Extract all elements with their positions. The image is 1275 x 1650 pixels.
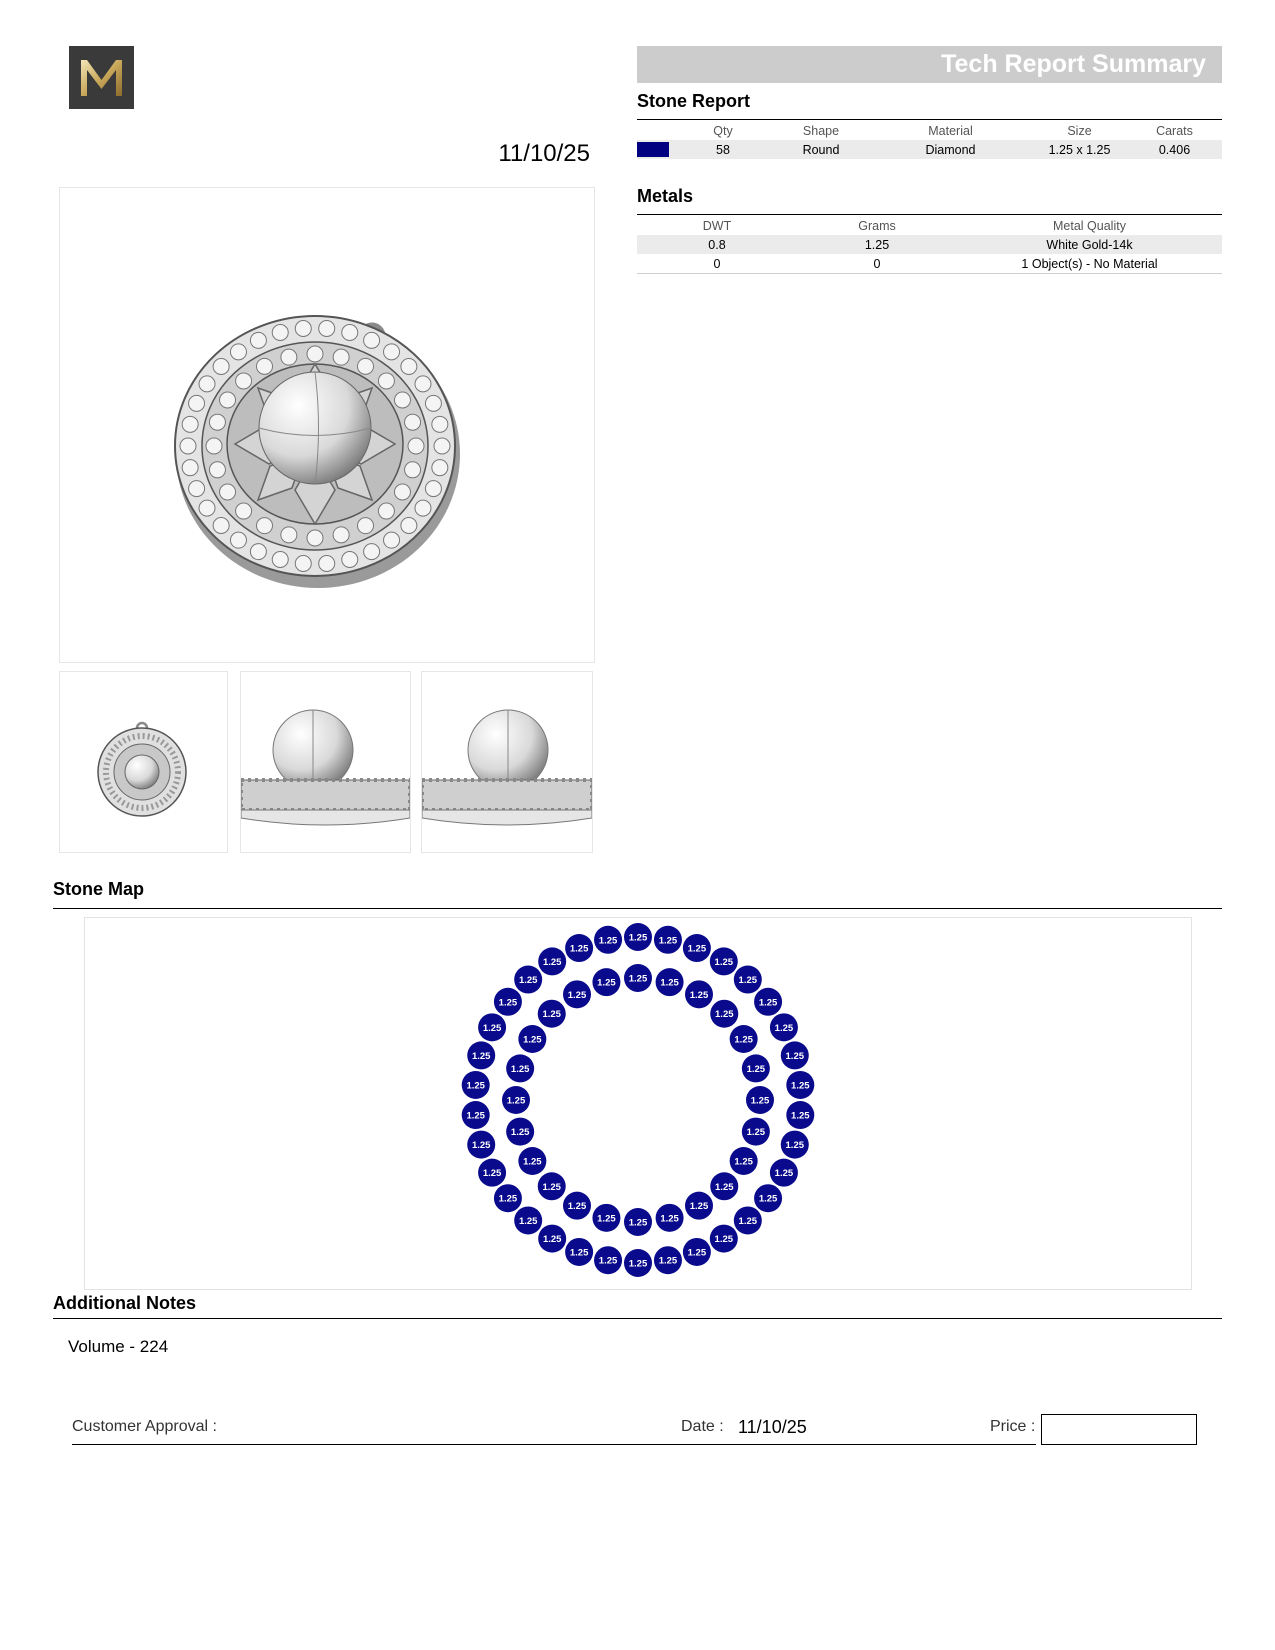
stone-marker: [685, 1192, 713, 1220]
approval-date-value: 11/10/25: [738, 1417, 807, 1437]
stone-size-label: 1.25: [715, 1009, 734, 1021]
table-row: [637, 140, 1222, 159]
bead: [199, 500, 215, 516]
stone-size-label: 1.25: [628, 1258, 648, 1270]
stone-size-label: 1.25: [714, 956, 734, 968]
bead: [182, 416, 198, 432]
stone-marker: [786, 1071, 814, 1099]
price-input-box[interactable]: [1041, 1414, 1197, 1445]
bead: [342, 325, 358, 341]
stone-size-label: 1.25: [498, 1193, 518, 1205]
notes-text: Volume - 224: [68, 1337, 169, 1356]
cell-material: Diamond: [869, 140, 1032, 159]
bead: [307, 530, 323, 546]
bead: [384, 344, 400, 360]
bead: [415, 376, 431, 392]
stone-size-label: 1.25: [506, 1095, 526, 1107]
stone-size-label: 1.25: [466, 1080, 485, 1092]
stone-marker: [754, 1184, 782, 1212]
stone-size-label: 1.25: [785, 1140, 805, 1152]
stone-marker: [478, 1013, 506, 1041]
col-metal-quality: Metal Quality: [1053, 219, 1126, 233]
stone-size-label: 1.25: [746, 1127, 766, 1139]
stone-marker: [734, 966, 762, 994]
stone-marker: [506, 1118, 534, 1146]
stone-size-label: 1.25: [758, 1193, 778, 1205]
col-qty: Qty: [713, 124, 733, 138]
bead: [236, 503, 252, 519]
bead: [358, 358, 374, 374]
bead: [209, 414, 225, 430]
bead: [199, 376, 215, 392]
stone-marker: [656, 1204, 684, 1232]
stone-size-label: 1.25: [542, 956, 562, 968]
stone-size-label: 1.25: [569, 943, 589, 955]
stone-marker: [594, 1246, 622, 1274]
metals-rule: [637, 214, 1222, 215]
bead: [401, 517, 417, 533]
stone-marker: [565, 934, 593, 962]
bead: [230, 532, 246, 548]
metals-heading: Metals: [637, 186, 694, 206]
stone-marker: [710, 947, 738, 975]
stone-marker: [467, 1041, 495, 1069]
bead: [209, 462, 225, 478]
stone-size-label: 1.25: [774, 1168, 794, 1180]
col-grams: Grams: [858, 219, 896, 233]
notes-rule: [53, 1318, 1222, 1319]
stone-marker: [770, 1159, 798, 1187]
stone-marker: [478, 1159, 506, 1187]
col-size: Size: [1067, 124, 1092, 138]
stone-size-label: 1.25: [569, 1247, 589, 1259]
stone-marker: [565, 1238, 593, 1266]
bead: [319, 555, 335, 571]
report-title-band: [637, 46, 1222, 83]
bead: [342, 551, 358, 567]
stone-size-label: 1.25: [746, 1063, 766, 1075]
cell-dwt: 0.8: [637, 235, 797, 254]
stone-map-rule: [53, 908, 1222, 909]
stone-size-label: 1.25: [785, 1050, 805, 1062]
bead: [378, 503, 394, 519]
cell-shape: Round: [773, 140, 869, 159]
additional-notes-heading: Additional Notes: [53, 1293, 196, 1313]
stone-size-label: 1.25: [628, 932, 648, 944]
stone-marker: [654, 1246, 682, 1274]
bead: [378, 373, 394, 389]
stone-report-rule: [637, 119, 1222, 120]
bead: [250, 332, 266, 348]
thumbnail-side-view: [240, 671, 411, 853]
stone-marker: [514, 966, 542, 994]
bead: [213, 517, 229, 533]
stone-size-label: 1.25: [758, 997, 778, 1009]
stone-marker: [494, 988, 522, 1016]
bead: [333, 527, 349, 543]
stone-size-label: 1.25: [738, 975, 758, 987]
approval-signature-line: [72, 1444, 1036, 1445]
stone-size-label: 1.25: [510, 1063, 530, 1075]
stone-size-label: 1.25: [510, 1127, 530, 1139]
stone-marker: [538, 1000, 566, 1028]
stone-marker: [710, 1000, 738, 1028]
stone-map-panel: [84, 917, 1192, 1290]
bead: [405, 414, 421, 430]
stone-size-label: 1.25: [660, 977, 679, 989]
bead: [432, 416, 448, 432]
stone-marker: [754, 988, 782, 1016]
bead: [401, 359, 417, 375]
stone-size-label: 1.25: [628, 1217, 648, 1229]
stone-size-label: 1.25: [471, 1050, 491, 1062]
stone-marker: [683, 934, 711, 962]
company-logo: [69, 46, 134, 109]
stone-size-label: 1.25: [660, 1213, 679, 1225]
stone-color-swatch: [637, 142, 669, 157]
stone-size-label: 1.25: [482, 1168, 502, 1180]
bead: [206, 438, 222, 454]
cell-qty: 58: [673, 140, 773, 159]
stone-size-label: 1.25: [518, 975, 538, 987]
cell-quality: White Gold-14k: [957, 235, 1222, 254]
stone-size-label: 1.25: [791, 1080, 810, 1092]
stone-marker: [518, 1147, 546, 1175]
metals-table: [637, 217, 1222, 274]
cell-dwt: 0: [637, 254, 797, 274]
bead: [220, 392, 236, 408]
cell-grams: 0: [797, 254, 957, 274]
bead: [230, 344, 246, 360]
stone-size-label: 1.25: [567, 989, 587, 1001]
stone-marker: [563, 1192, 591, 1220]
bead: [364, 544, 380, 560]
stone-marker: [538, 1225, 566, 1253]
thumbnail-top-view: [59, 671, 228, 853]
bead: [432, 460, 448, 476]
price-label: Price :: [990, 1418, 1036, 1435]
bead: [394, 484, 410, 500]
stone-size-label: 1.25: [774, 1022, 794, 1034]
bead: [281, 349, 297, 365]
bead: [408, 438, 424, 454]
stone-report-table: [637, 122, 1222, 159]
stone-marker: [683, 1238, 711, 1266]
stone-size-label: 1.25: [738, 1215, 758, 1227]
report-title: Tech Report Summary: [941, 50, 1206, 78]
stone-marker: [742, 1054, 770, 1082]
cell-grams: 1.25: [797, 235, 957, 254]
bead: [257, 518, 273, 534]
thumbnail-front-view: [421, 671, 593, 853]
stone-size-label: 1.25: [518, 1215, 538, 1227]
stone-marker: [624, 964, 652, 992]
bead: [434, 438, 450, 454]
stone-marker: [710, 1172, 738, 1200]
stone-marker: [538, 947, 566, 975]
stone-size-label: 1.25: [567, 1201, 587, 1213]
stone-size-label: 1.25: [687, 1247, 707, 1259]
bead: [384, 532, 400, 548]
stone-marker: [734, 1206, 762, 1234]
col-carats: Carats: [1156, 124, 1193, 138]
stone-marker: [462, 1101, 490, 1129]
stone-size-label: 1.25: [791, 1110, 810, 1122]
stone-marker: [467, 1131, 495, 1159]
bead: [213, 359, 229, 375]
stone-marker: [502, 1086, 530, 1114]
stone-size-label: 1.25: [689, 1201, 709, 1213]
col-material: Material: [928, 124, 973, 138]
stone-size-label: 1.25: [597, 977, 616, 989]
stone-map-diagram: [85, 918, 1191, 1289]
bead: [220, 484, 236, 500]
bead: [295, 555, 311, 571]
stone-size-label: 1.25: [687, 943, 707, 955]
stone-size-label: 1.25: [466, 1110, 485, 1122]
stone-marker: [781, 1041, 809, 1069]
bead: [189, 395, 205, 411]
bead: [272, 325, 288, 341]
cell-carats: 0.406: [1127, 140, 1222, 159]
stone-size-label: 1.25: [523, 1156, 542, 1168]
stone-marker: [494, 1184, 522, 1212]
bead: [405, 462, 421, 478]
stone-marker: [781, 1131, 809, 1159]
bead: [358, 518, 374, 534]
stone-marker: [506, 1054, 534, 1082]
stone-marker: [592, 968, 620, 996]
stone-marker: [710, 1225, 738, 1253]
stone-marker: [786, 1101, 814, 1129]
stone-marker: [624, 1208, 652, 1236]
stone-marker: [656, 968, 684, 996]
bead: [364, 332, 380, 348]
bead: [250, 544, 266, 560]
stone-marker: [624, 1249, 652, 1277]
stone-size-label: 1.25: [689, 989, 709, 1001]
bead: [189, 481, 205, 497]
stone-marker: [730, 1025, 758, 1053]
bead: [415, 500, 431, 516]
bead: [182, 460, 198, 476]
stone-size-label: 1.25: [658, 1255, 678, 1267]
stone-marker: [730, 1147, 758, 1175]
customer-approval-label: Customer Approval :: [72, 1418, 217, 1435]
date-label: Date :: [681, 1418, 724, 1435]
col-dwt: DWT: [702, 219, 732, 233]
bead: [272, 551, 288, 567]
stone-size-label: 1.25: [628, 973, 648, 985]
stone-size-label: 1.25: [750, 1095, 770, 1107]
bead: [295, 321, 311, 337]
col-shape: Shape: [802, 124, 840, 138]
stone-marker: [594, 926, 622, 954]
stone-size-label: 1.25: [498, 997, 518, 1009]
stone-marker: [592, 1204, 620, 1232]
table-row: [637, 235, 1222, 254]
stone-size-label: 1.25: [598, 935, 618, 947]
stone-marker: [514, 1206, 542, 1234]
table-row: [637, 254, 1222, 274]
bead: [257, 358, 273, 374]
main-render-image: [59, 187, 595, 663]
report-date: 11/10/25: [498, 140, 590, 167]
stone-marker: [746, 1086, 774, 1114]
stone-size-label: 1.25: [715, 1181, 734, 1193]
stone-size-label: 1.25: [734, 1034, 753, 1046]
bead: [180, 438, 196, 454]
cell-size: 1.25 x 1.25: [1032, 140, 1127, 159]
stone-report-heading: Stone Report: [637, 91, 751, 111]
stone-marker: [654, 926, 682, 954]
stone-size-label: 1.25: [471, 1140, 491, 1152]
stone-marker: [770, 1013, 798, 1041]
bead: [425, 395, 441, 411]
stone-marker: [518, 1025, 546, 1053]
stone-size-label: 1.25: [542, 1009, 561, 1021]
bead: [236, 373, 252, 389]
bead: [281, 527, 297, 543]
cell-quality: 1 Object(s) - No Material: [957, 254, 1222, 274]
price-value: [1042, 1415, 1196, 1425]
stone-size-label: 1.25: [542, 1181, 561, 1193]
stone-size-label: 1.25: [658, 935, 678, 947]
stone-size-label: 1.25: [523, 1034, 542, 1046]
stone-marker: [742, 1118, 770, 1146]
stone-size-label: 1.25: [597, 1213, 616, 1225]
stone-size-label: 1.25: [482, 1022, 502, 1034]
bead: [425, 481, 441, 497]
stone-marker: [624, 923, 652, 951]
stone-size-label: 1.25: [714, 1234, 734, 1246]
stone-size-label: 1.25: [734, 1156, 753, 1168]
bead: [333, 349, 349, 365]
stone-marker: [563, 980, 591, 1008]
bead: [307, 346, 323, 362]
stone-marker: [462, 1071, 490, 1099]
stone-size-label: 1.25: [542, 1234, 562, 1246]
stone-marker: [538, 1172, 566, 1200]
stone-map-heading: Stone Map: [53, 879, 145, 899]
stone-size-label: 1.25: [598, 1255, 618, 1267]
bead: [394, 392, 410, 408]
bead: [319, 321, 335, 337]
stone-marker: [685, 980, 713, 1008]
